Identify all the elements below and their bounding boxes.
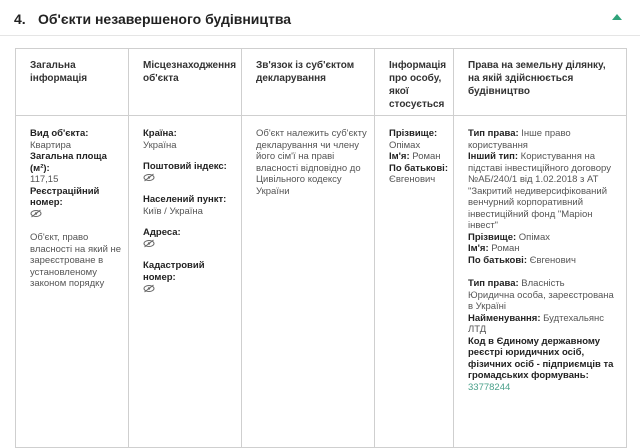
area-unit: (м²):	[30, 162, 50, 174]
cell-person	[389, 128, 451, 186]
owner-surname-label: Прізвище:	[468, 231, 517, 243]
edr-code-label: Код в Єдиному державному реєстрі юридичних осіб, фізичних осіб - підприємців та громадських формувань:	[468, 335, 614, 381]
object-type-label: Вид об'єкта:	[30, 128, 89, 139]
header-location: Місцезнаходження об'єкта	[143, 60, 237, 84]
entity-type-text: Юридична особа, зареєстрована в Україні	[468, 289, 614, 312]
right-type-2-value: Власність	[521, 278, 565, 289]
other-type-label: Інший тип:	[468, 151, 519, 162]
address-label: Адреса:	[143, 227, 181, 238]
city-label: Населений пункт:	[143, 194, 227, 205]
header-person-info: Інформація про особу, якої стосується	[389, 60, 447, 110]
city-value: Київ / Україна	[143, 205, 203, 217]
right-type-2-label: Тип права:	[468, 278, 519, 289]
area-label: Загальна площа	[30, 151, 107, 162]
country-value: Україна	[143, 139, 177, 151]
cell-land-rights	[468, 128, 621, 393]
cell-general-info	[30, 128, 124, 290]
first-name-label: Ім'я:	[389, 151, 410, 162]
edr-code-link[interactable]: 33778244	[468, 381, 511, 393]
owner-surname-value: Опімах	[518, 231, 550, 243]
owner-name-value: Роман	[491, 243, 520, 254]
header-relation: Зв'язок із суб'єктом декларування	[256, 60, 355, 84]
surname-label: Прізвище:	[389, 128, 438, 139]
company-name-value: Будтехальянс ЛТД	[468, 312, 605, 335]
right-type-value: Інше право користування	[468, 128, 571, 151]
section-number: 4.	[14, 11, 26, 27]
area-value: 117,15	[30, 174, 59, 185]
header-land-rights: Права на земельну ділянку, на якій здійснюється будівництво	[468, 60, 606, 97]
eye-slash-icon	[143, 283, 238, 295]
eye-slash-icon	[143, 239, 238, 251]
owner-name-label: Ім'я:	[468, 243, 489, 254]
cell-relation	[256, 128, 368, 197]
first-name-value: Роман	[412, 151, 441, 162]
patronymic-label: По батькові:	[389, 162, 448, 174]
cadastral-number-label: Кадастровий номер:	[143, 260, 205, 283]
patronymic-value: Євгенович	[389, 174, 436, 185]
other-type-value: Користування на підставі інвестиційного договору №АБ/240/1 від 1.02.2018 з АТ "Закритий недиверсифікований венчурний корпоративний інвестиційний фонд "Маріон інвест"	[468, 151, 611, 231]
header-general-info: Загальна інформація	[30, 60, 88, 84]
relation-text: Об'єкт належить суб'єкту декларування чи члену його сім'ї на праві власності відповідно до Цивільного кодексу України	[256, 128, 367, 197]
postal-code-label: Поштовий індекс:	[143, 161, 227, 172]
declaration-table	[15, 48, 627, 448]
chevron-up-icon[interactable]	[611, 12, 623, 22]
section-title: Об'єкти незавершеного будівництва	[38, 11, 292, 27]
eye-slash-icon	[143, 173, 238, 185]
cell-location	[143, 128, 238, 295]
country-label: Країна:	[143, 128, 177, 139]
right-type-label: Тип права:	[468, 128, 519, 139]
company-name-label: Найменування:	[468, 312, 541, 324]
owner-patronymic-value: Євгенович	[529, 254, 576, 266]
section-header[interactable]	[0, 0, 640, 36]
eye-slash-icon	[30, 209, 124, 221]
surname-value: Опімах	[389, 139, 421, 151]
object-type-value: Квартира	[30, 139, 72, 151]
registration-number-label: Реєстраційний номер:	[30, 185, 100, 208]
owner-patronymic-label: По батькові:	[468, 254, 527, 266]
ownership-note: Об'єкт, право власності на який не зареєстроване в установленому законом порядку	[30, 232, 122, 289]
